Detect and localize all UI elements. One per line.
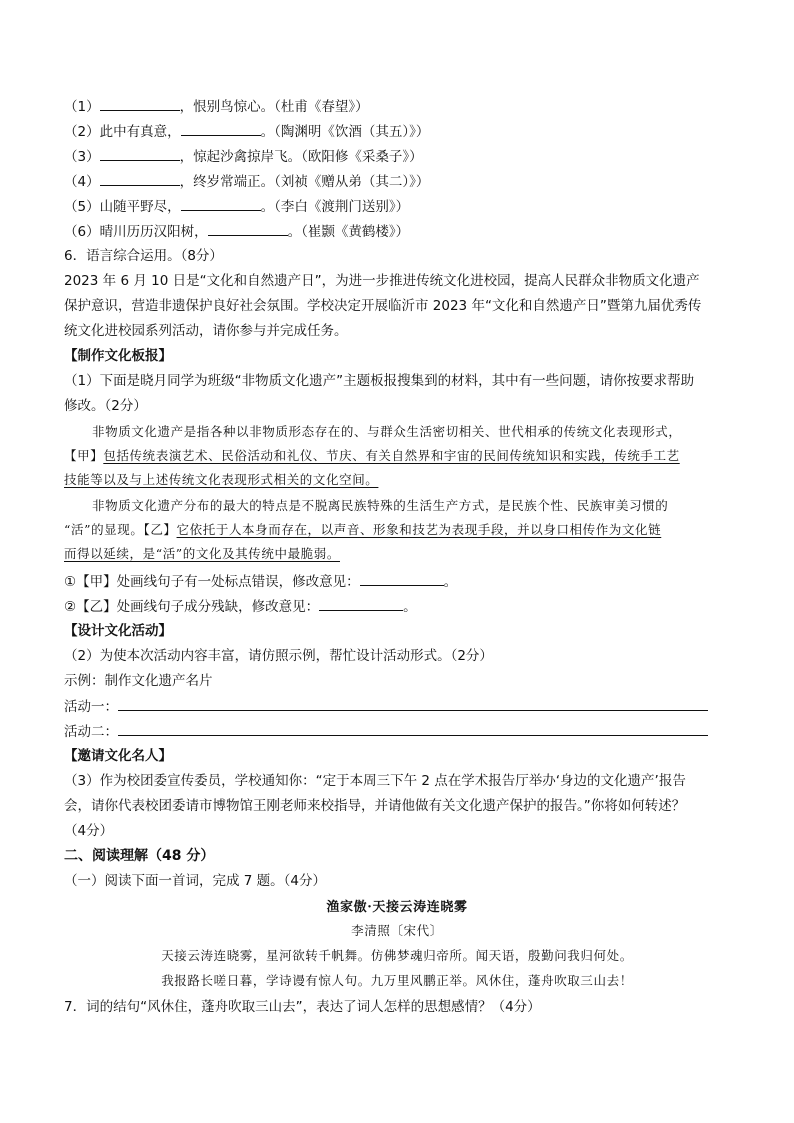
section-heading-board: 【制作文化板报】 — [64, 348, 172, 364]
answer-blank[interactable] — [100, 146, 180, 161]
poem-fill-3-post: ，惊起沙禽掠岸飞。（欧阳修《采桑子》） — [179, 149, 423, 165]
fix-1-prompt: ①【甲】处画线句子有一处标点错误，修改意见： — [64, 574, 360, 590]
passage-line-4: 非物质文化遗产分布的最大的特点是不脱离民族特殊的生活生产方式，是民族个性、民族审美习惯的 — [92, 498, 669, 513]
passage-line-5 — [64, 520, 661, 540]
passage-line-2 — [64, 446, 680, 466]
poem-fill-6 — [64, 221, 409, 242]
q6-intro-2: 保护意识，营造非遗保护良好社会氛围。学校决定开展临沂市 2023 年“文化和自然遗产日”暨第九届优秀传 — [64, 298, 702, 314]
activity-2-label: 活动二： — [64, 724, 118, 740]
poem-fill-4 — [64, 171, 429, 192]
q6-sub1-line1: （1）下面是晓月同学为班级“非物质文化遗产”主题板报搜集到的材料，其中有一些问题，请你按要求帮助 — [64, 373, 695, 389]
answer-blank[interactable] — [181, 121, 261, 136]
fix-2-prompt: ②【乙】处画线句子成分残缺，修改意见： — [64, 599, 320, 615]
poem-fill-2-pre: （2）此中有真意， — [64, 124, 181, 140]
passage-line-3 — [64, 470, 378, 490]
q7: 7．词的结句“风休住，蓬舟吹取三山去”，表达了词人怎样的思想感情？（4分） — [64, 999, 541, 1015]
poem-fill-5-pre: （5）山随平野尽， — [64, 199, 181, 215]
poem-fill-3-pre: （3） — [64, 149, 100, 165]
activity-1-label: 活动一： — [64, 699, 118, 715]
activity-2-answer-line[interactable] — [118, 721, 708, 736]
underlined-sentence-jia: 包括传统表演艺术、民俗活动和礼仪、节庆、有关自然界和宇宙的民间传统知识和实践，传统手工艺 — [103, 448, 680, 463]
passage-line-1: 非物质文化遗产是指各种以非物质形态存在的、与群众生活密切相关、世代相承的传统文化表现形式， — [92, 424, 682, 439]
answer-blank[interactable] — [181, 196, 261, 211]
part2-subheading: （一）阅读下面一首词，完成 7 题。（4分） — [64, 873, 327, 889]
q6-title: 6．语言综合运用。（8分） — [64, 248, 223, 264]
poem-fill-2 — [64, 121, 429, 142]
poem-fill-5-post: 。（李白《渡荆门送别》） — [260, 199, 410, 215]
q6-sub1-line2: 修改。（2分） — [64, 398, 147, 414]
q6-intro-1: 2023 年 6 月 10 日是“文化和自然遗产日”，为进一步推进传统文化进校园，提高人民群众非物质文化遗产 — [64, 273, 700, 289]
poem-fill-4-pre: （4） — [64, 174, 100, 190]
part2-heading: 二、阅读理解（48 分） — [64, 848, 215, 864]
answer-blank[interactable] — [319, 596, 403, 611]
answer-blank[interactable] — [100, 96, 180, 111]
poem-fill-3 — [64, 146, 423, 167]
poem-title: 渔家傲·天接云涛连晓雾 — [326, 900, 468, 915]
q6-intro-3: 统文化进校园系列活动，请你参与并完成任务。 — [64, 323, 348, 339]
poem-fill-1-post: ，恨别鸟惊心。（杜甫《春望》） — [179, 99, 369, 115]
underlined-sentence-yi: 它依托于人本身而存在，以声音、形象和技艺为表现手段，并以身口相传作为文化链 — [176, 522, 662, 537]
activity-1 — [64, 696, 708, 717]
passage-tag-yi: 【乙】 — [143, 522, 177, 537]
activity-example: 示例：制作文化遗产名片 — [64, 673, 213, 689]
underlined-sentence-yi-cont: 而得以延续，是“活”的文化及其传统中最脆弱。 — [64, 546, 340, 561]
poem-fill-6-post: 。（崔颢《黄鹤楼》） — [287, 224, 410, 240]
activity-2 — [64, 721, 708, 742]
fix-1-end: 。 — [443, 574, 458, 590]
poem-fill-4-post: ，终岁常端正。（刘祯《赠从弟（其二）》） — [179, 174, 430, 190]
answer-blank[interactable] — [100, 171, 180, 186]
passage-line-6 — [64, 544, 340, 564]
answer-blank[interactable] — [208, 221, 288, 236]
answer-blank[interactable] — [360, 571, 444, 586]
poem-fill-6-pre: （6）晴川历历汉阳树， — [64, 224, 208, 240]
poem-line-2: 我报路长嗟日暮，学诗谩有惊人句。九万里风鹏正举。风休住，蓬舟吹取三山去！ — [161, 973, 633, 988]
poem-fill-5 — [64, 196, 409, 217]
q6-sub2: （2）为使本次活动内容丰富，请仿照示例，帮忙设计活动形式。（2分） — [64, 648, 493, 664]
section-heading-invite: 【邀请文化名人】 — [64, 748, 172, 764]
q6-sub3-line2: 会，请你代表校团委请市博物馆王刚老师来校指导，并请他做有关文化遗产保护的报告。”你将如何转述？ — [64, 798, 686, 814]
activity-1-answer-line[interactable] — [118, 696, 708, 711]
fix-2 — [64, 596, 417, 617]
q6-sub3-line3: （4分） — [64, 823, 114, 839]
section-heading-activity: 【设计文化活动】 — [64, 623, 172, 639]
fix-1 — [64, 571, 457, 592]
poem-fill-2-post: 。（陶渊明《饮酒（其五）》） — [260, 124, 430, 140]
fix-2-end: 。 — [403, 599, 417, 615]
q6-sub3-line1: （3）作为校团委宣传委员，学校通知你：“定于本周三下午 2 点在学术报告厅举办‘身边的文化遗产’报告 — [64, 773, 686, 789]
underlined-sentence-jia-cont: 技能等以及与上述传统文化表现形式相关的文化空间。 — [64, 472, 379, 487]
passage-line-5-pre: “活”的显现。 — [64, 522, 144, 537]
passage-tag-jia: 【甲】 — [64, 448, 104, 463]
poem-fill-1-pre: （1） — [64, 99, 100, 115]
poem-line-1: 天接云涛连晓雾，星河欲转千帆舞。仿佛梦魂归帝所。闻天语，殷勤问我归何处。 — [161, 948, 633, 963]
poem-fill-1 — [64, 96, 369, 117]
poem-author: 李清照〔宋代〕 — [351, 923, 443, 938]
